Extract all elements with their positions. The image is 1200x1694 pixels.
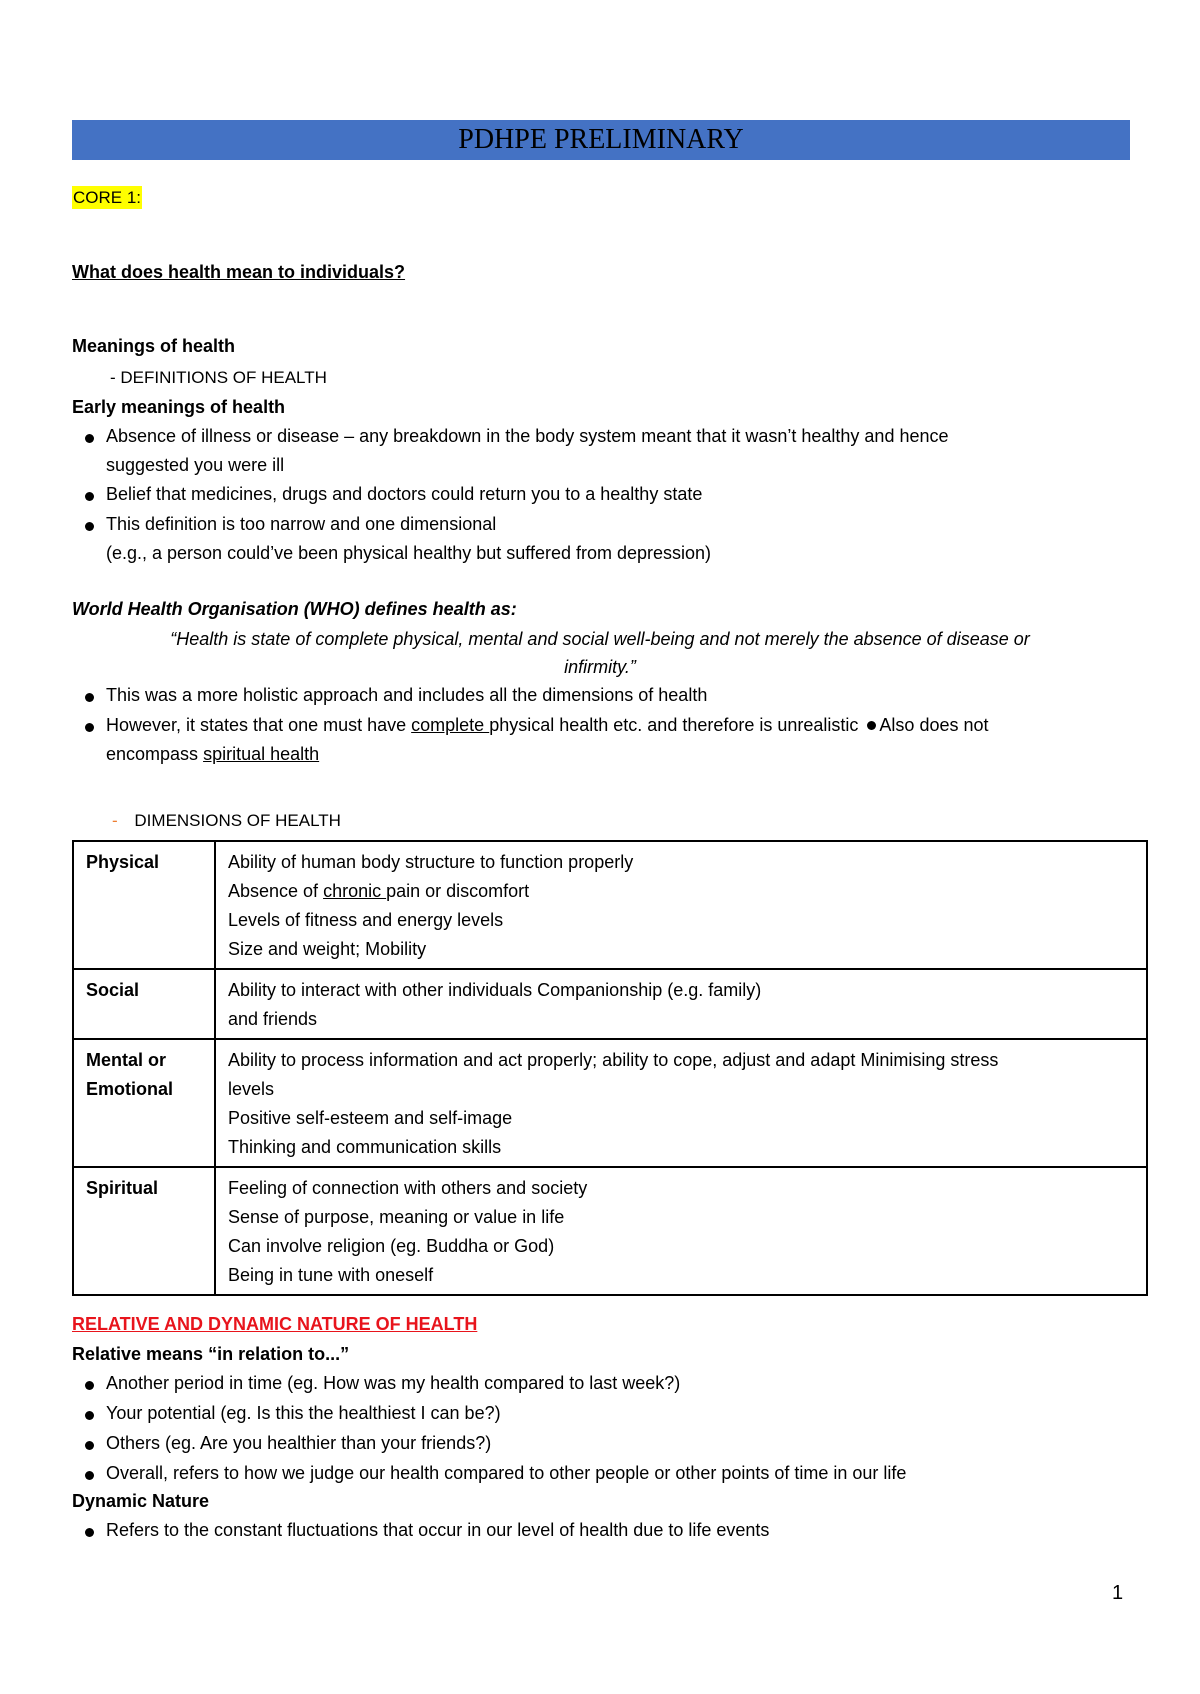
- bullet-icon: [85, 1528, 94, 1537]
- relative-heading: Relative means “in relation to...”: [72, 1344, 350, 1364]
- dimension-name: Mental or Emotional: [73, 1039, 215, 1167]
- bullet-icon: [85, 1471, 94, 1480]
- early-bullet-3-cont: (e.g., a person could’ve been physical healthy but suffered from depression): [106, 543, 712, 563]
- bullet-icon: [85, 522, 94, 531]
- who-bullet-2: However, it states that one must have complete physical health etc. and therefore is unrealistic Also does not: [106, 715, 989, 735]
- bullet-icon: [85, 1381, 94, 1390]
- dimension-name: Physical: [73, 841, 215, 969]
- relative-bullet-4: Overall, refers to how we judge our health compared to other people or other points of time in our life: [106, 1463, 907, 1483]
- dynamic-bullet-1: Refers to the constant fluctuations that occur in our level of health due to life events: [106, 1520, 770, 1540]
- dimension-description: Ability to interact with other individuals Companionship (e.g. family) and friends: [215, 969, 1147, 1039]
- who-heading: World Health Organisation (WHO) defines health as:: [72, 599, 517, 619]
- relative-bullet-1: Another period in time (eg. How was my health compared to last week?): [106, 1373, 681, 1393]
- meanings-heading: Meanings of health: [72, 336, 236, 356]
- relative-bullet-2: Your potential (eg. Is this the healthiest I can be?): [106, 1403, 501, 1423]
- dimension-description: Ability of human body structure to function properly Absence of chronic pain or discomfort Levels of fitness and energy levels Size and weight; Mobility: [215, 841, 1147, 969]
- dimension-name: Spiritual: [73, 1167, 215, 1295]
- dimension-description: Ability to process information and act properly; ability to cope, adjust and adapt Minimising stress levels Positive self-esteem and self-image Thinking and communication skills: [215, 1039, 1147, 1167]
- dimensions-table: [72, 840, 1148, 1296]
- question-heading: What does health mean to individuals?: [72, 262, 406, 282]
- early-bullet-1: Absence of illness or disease – any breakdown in the body system meant that it wasn’t healthy and hence: [106, 426, 949, 446]
- who-bullet-1: This was a more holistic approach and includes all the dimensions of health: [106, 685, 708, 705]
- bullet-icon: [85, 492, 94, 501]
- early-meanings-heading: Early meanings of health: [72, 397, 286, 417]
- bullet-icon: [867, 721, 876, 730]
- title-banner: [72, 120, 1130, 160]
- definitions-subheading: - DEFINITIONS OF HEALTH: [110, 368, 327, 387]
- bullet-icon: [85, 434, 94, 443]
- table-row: [73, 841, 1147, 969]
- table-row: [73, 969, 1147, 1039]
- early-bullet-3: This definition is too narrow and one dimensional: [106, 514, 497, 534]
- who-quote-line-2: infirmity.”: [564, 657, 636, 677]
- who-quote-line-1: “Health is state of complete physical, mental and social well-being and not merely the absence of disease or: [170, 629, 1030, 649]
- table-row: [73, 1039, 1147, 1167]
- relative-section-title: RELATIVE AND DYNAMIC NATURE OF HEALTH: [72, 1314, 478, 1334]
- dimension-description: Feeling of connection with others and society Sense of purpose, meaning or value in life Can involve religion (eg. Buddha or God) Being in tune with oneself: [215, 1167, 1147, 1295]
- document-title: PDHPE PRELIMINARY: [458, 124, 744, 155]
- early-bullet-2: Belief that medicines, drugs and doctors could return you to a healthy state: [106, 484, 703, 504]
- table-row: [73, 1167, 1147, 1295]
- dimension-name: Social: [73, 969, 215, 1039]
- bullet-icon: [85, 723, 94, 732]
- dynamic-heading: Dynamic Nature: [72, 1491, 210, 1511]
- core-label: CORE 1:: [73, 188, 142, 207]
- early-bullet-1-cont: suggested you were ill: [106, 455, 285, 475]
- relative-bullet-3: Others (eg. Are you healthier than your friends?): [106, 1433, 492, 1453]
- bullet-icon: [85, 1441, 94, 1450]
- who-bullet-2-cont: encompass spiritual health: [106, 744, 320, 764]
- bullet-icon: [85, 1411, 94, 1420]
- bullet-icon: [85, 693, 94, 702]
- dimensions-subheading: - DIMENSIONS OF HEALTH: [112, 811, 341, 830]
- page-number: 1: [1112, 1582, 1124, 1604]
